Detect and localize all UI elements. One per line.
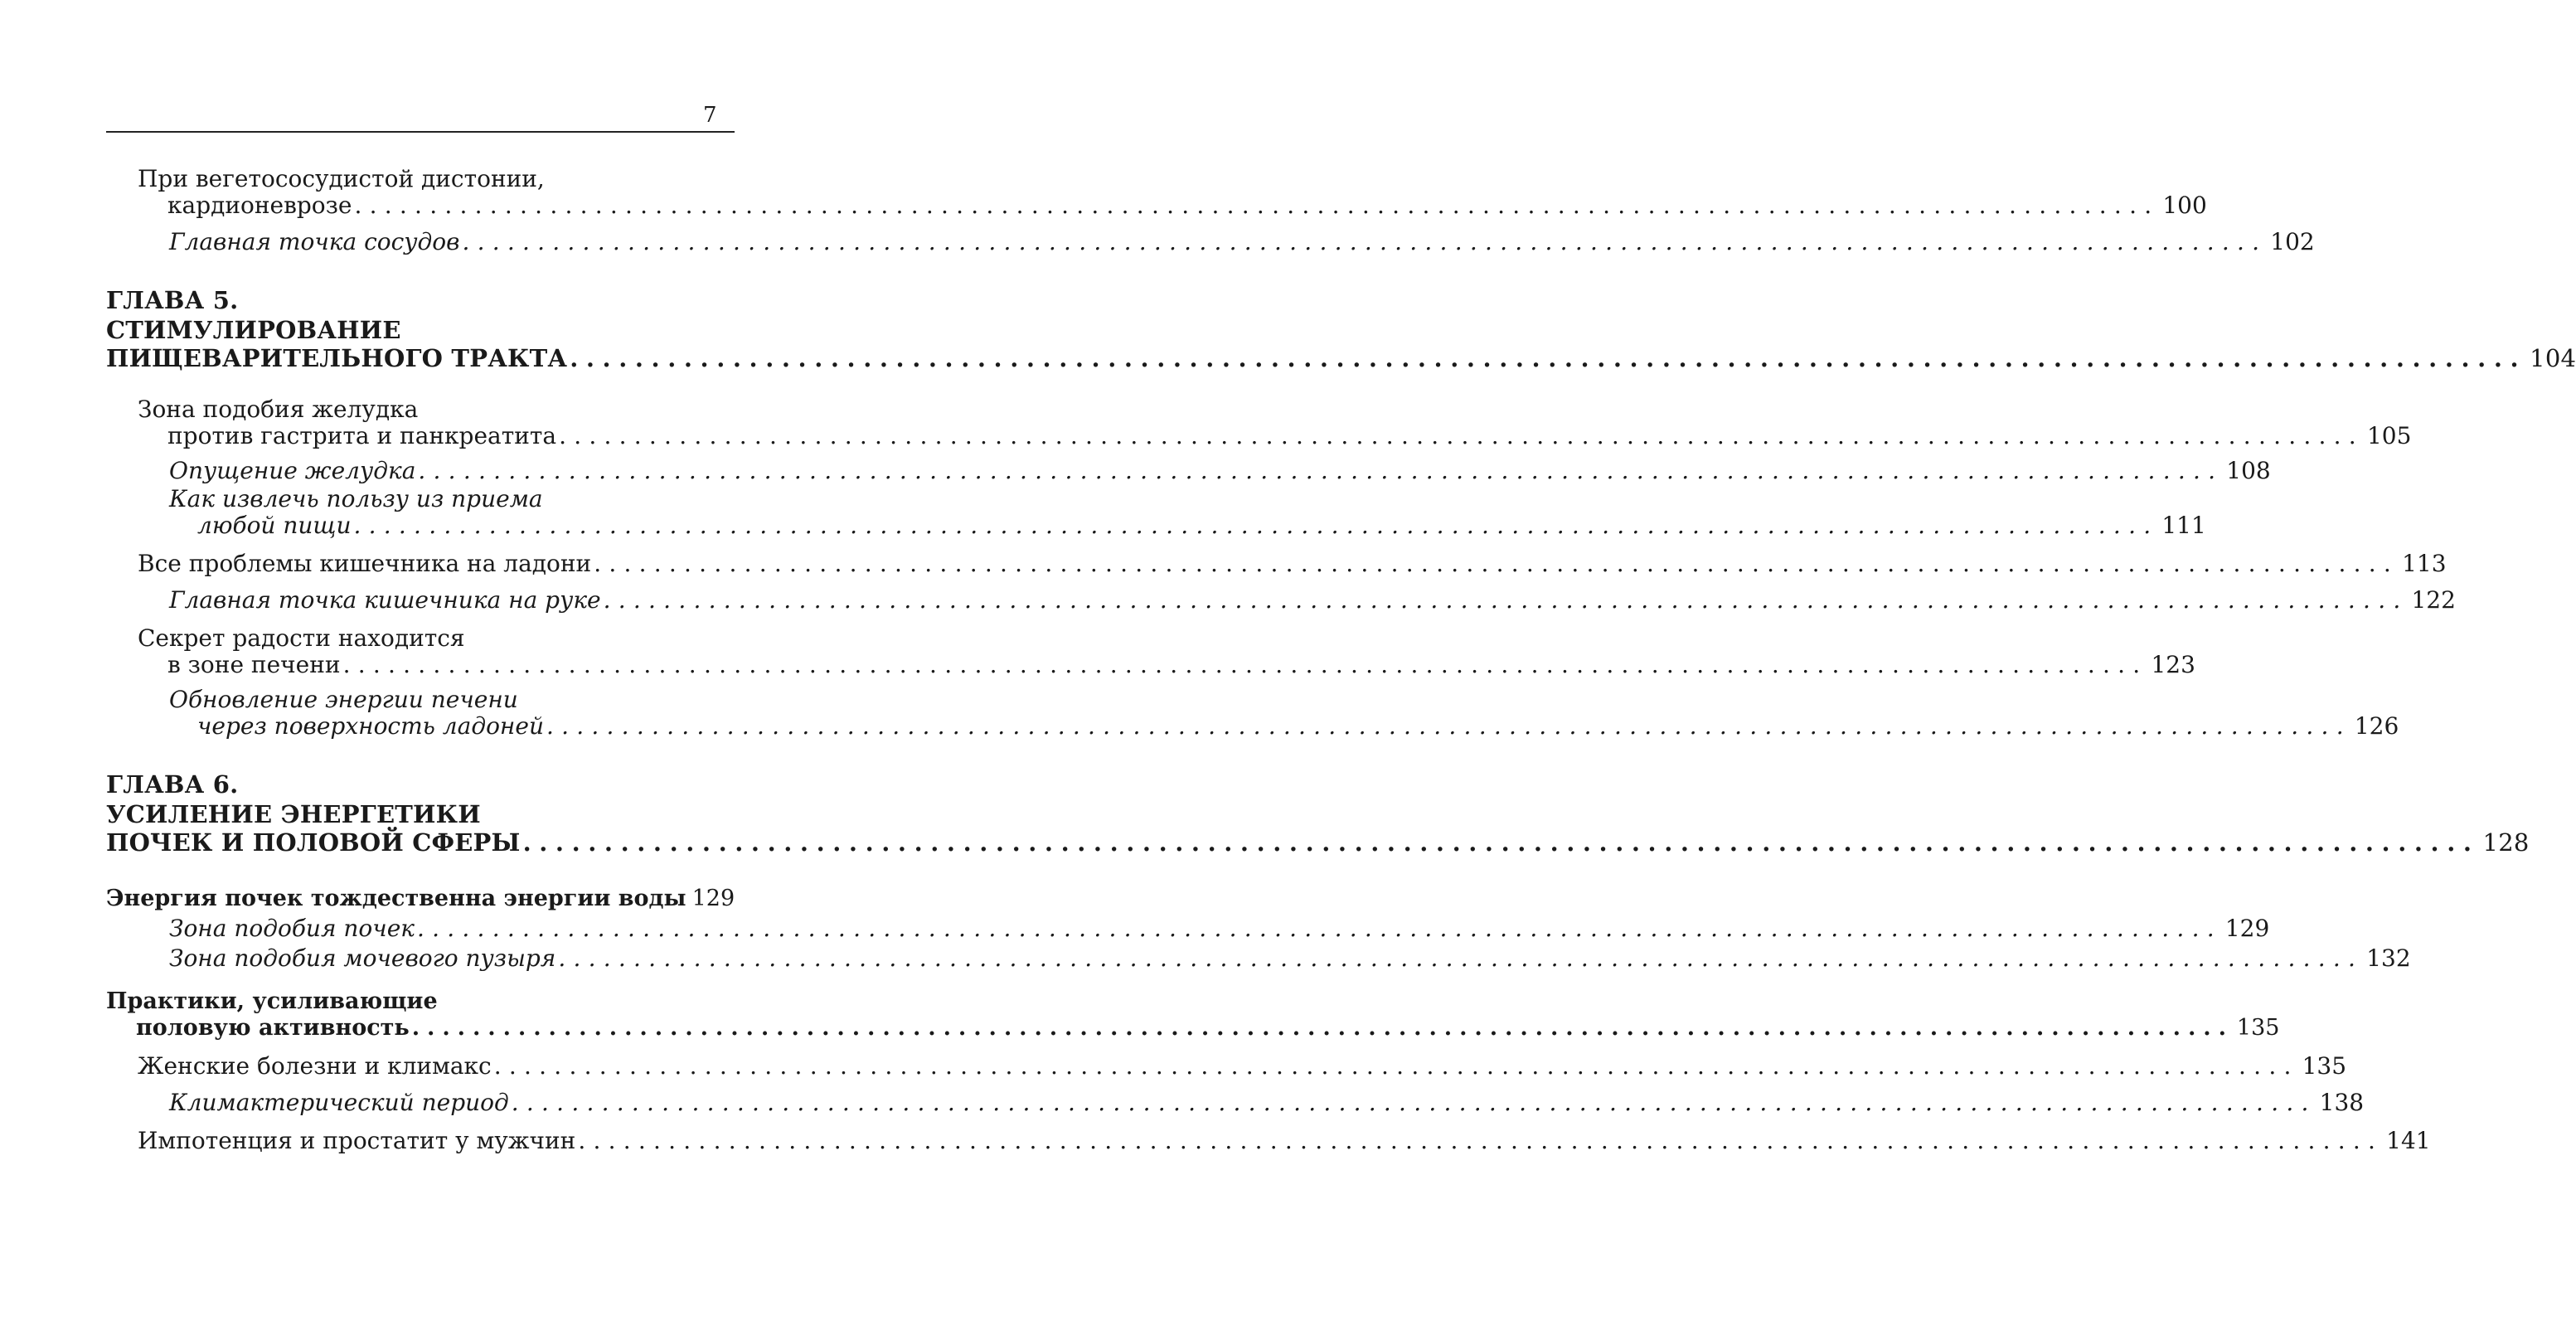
leader-dots: ........................................................................................................................ [570,344,2527,372]
toc-entry-climacteric[interactable] [169,1088,2365,1118]
toc-page-number: 135 [2302,1052,2347,1080]
toc-entry-title: При вегетососудистой дистонии, [138,165,545,192]
leader-dots: ........................................................................................................................ [493,1052,2299,1080]
toc-entry-title: Главная точка сосудов [169,228,460,255]
toc-entry-title: против гастрита и панкреатита [167,422,557,449]
leader-dots: ........................................................................................................................ [353,512,2159,539]
toc-entry-sexual-practices[interactable] [136,1013,2280,1043]
toc-page-number: 129 [691,886,735,911]
toc-entry-title: любой пищи [197,512,352,539]
toc-page-number: 102 [2270,228,2315,255]
page-number: 7 [703,103,717,128]
header-rule [106,131,735,133]
toc-entry-stomach-prolapse[interactable] [169,456,2271,486]
toc-entry-liver-zone[interactable] [167,650,2195,680]
toc-entry-liver-zone-line1: Секрет радости находится [138,624,465,652]
toc-entry-liver-energy[interactable] [197,711,2399,741]
leader-dots: ........................................................................................................................ [417,915,2222,942]
toc-entry-bladder-zone[interactable] [169,944,2411,973]
toc-entry-female-diseases[interactable] [138,1051,2347,1081]
toc-page-number: 105 [2366,422,2412,449]
leader-dots: ........................................................................................................................ [342,651,2148,678]
toc-entry-title: Зона подобия мочевого пузыря [169,944,556,972]
toc-entry-stomach-zone-line1: Зона подобия желудка [138,396,419,423]
toc-entry-stomach-zone[interactable] [167,421,2412,451]
toc-entry-intestine-palm[interactable] [138,549,2447,579]
toc-entry-title: половую активность [136,1015,410,1041]
chapter-5-title-line: СТИМУЛИРОВАНИЕ [106,316,401,344]
toc-page-number: 138 [2319,1089,2365,1116]
leader-dots: ........................................................................................................................ [558,944,2364,972]
toc-entry-title: ПИЩЕВАРИТЕЛЬНОГО ТРАКТА [106,344,568,372]
toc-page-number: 122 [2411,586,2456,614]
toc-page-number: 128 [2482,828,2530,857]
toc-page-number: 135 [2236,1015,2280,1041]
toc-entry-title: кардионеврозе [167,192,352,219]
toc-page-number: 113 [2402,550,2447,577]
chapter-6-title-line: УСИЛЕНИЕ ЭНЕРГЕТИКИ [106,800,481,828]
toc-entry-chapter-5[interactable] [106,343,2576,373]
chapter-5-label: ГЛАВА 5. [106,286,239,314]
leader-dots: ........................................................................................................................ [411,1015,2234,1041]
toc-entry-title: Главная точка кишечника на руке [169,586,601,614]
leader-dots: ........................................................................................................................ [559,422,2364,449]
toc-entry-title: Женские болезни и климакс [138,1052,492,1080]
leader-dots: ........................................................................................................................ [511,1089,2316,1116]
toc-entry-impotence[interactable] [138,1126,2431,1156]
toc-entry-title: через поверхность ладоней [197,712,544,740]
toc-entry-vsd-line1 [138,164,545,194]
toc-page-number: 141 [2386,1127,2431,1154]
toc-page-number: 108 [2226,457,2271,484]
toc-page-number: 104 [2530,344,2576,372]
leader-dots: ........................................................................................................................ [522,828,2480,857]
leader-dots: ........................................................................................................................ [418,457,2224,484]
toc-entry-title: в зоне печени [167,651,341,678]
toc-page-number: 123 [2151,651,2195,678]
toc-page-number: 132 [2366,944,2411,972]
leader-dots: ........................................................................................................................ [594,550,2399,577]
leader-dots: ........................................................................................................................ [546,712,2351,740]
leader-dots: ........................................................................................................................ [603,586,2409,614]
toc-page-number: 126 [2354,712,2399,740]
toc-entry-vessels-point[interactable] [169,227,2315,257]
toc-entry-sexual-practices-line1: Практики, усиливающие [106,988,438,1014]
leader-dots: ........................................................................................................................ [354,192,2160,219]
toc-entry-liver-energy-line1: Обновление энергии печени [169,686,518,713]
toc-entry-title: Энергия почек тождественна энергии воды [106,886,686,911]
toc-entry-food-benefit[interactable] [197,511,2206,541]
chapter-6-label: ГЛАВА 6. [106,770,239,799]
toc-entry-title: Опущение желудка [169,457,416,484]
leader-dots: ........................................................................................................................ [462,228,2268,255]
toc-entry-chapter-6[interactable] [106,828,2530,857]
toc-entry-title: ПОЧЕК И ПОЛОВОЙ СФЕРЫ [106,828,521,857]
toc-entry-kidney-zone[interactable] [169,914,2270,944]
toc-entry-food-benefit-line1: Как извлечь пользу из приема [169,485,543,512]
toc-page-number: 100 [2162,192,2207,219]
toc-entry-vsd[interactable] [167,191,2207,221]
toc-entry-title: Климактерический период [169,1089,509,1116]
toc-entry-kidney-water[interactable] [106,884,735,914]
toc-page-number: 111 [2161,512,2206,539]
leader-dots: ........................................................................................................................ [578,1127,2384,1154]
toc-entry-intestine-point[interactable] [169,585,2456,615]
toc-entry-title: Импотенция и простатит у мужчин [138,1127,576,1154]
toc-entry-title: Зона подобия почек [169,915,415,942]
toc-page-number: 129 [2224,915,2270,942]
toc-entry-title: Все проблемы кишечника на ладони [138,550,592,577]
